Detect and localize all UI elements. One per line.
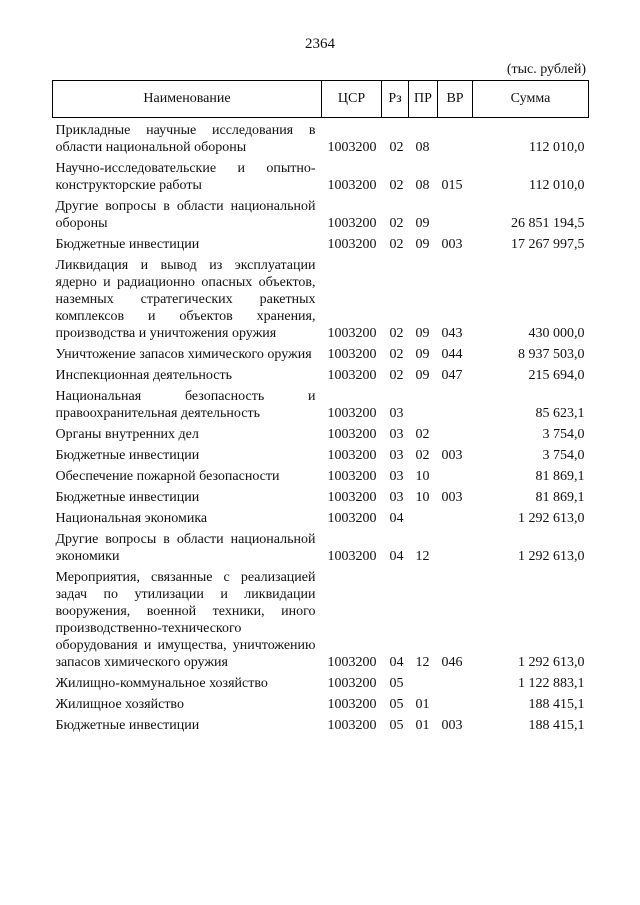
cell-name: Бюджетные инвестиции bbox=[55, 237, 200, 252]
cell-vr: 003 bbox=[441, 490, 463, 505]
cell-csr: 1003200 bbox=[327, 368, 377, 383]
table-row bbox=[53, 422, 589, 443]
header-vr: ВР bbox=[438, 81, 473, 118]
cell-sum: 1 292 613,0 bbox=[518, 549, 585, 564]
cell-rz: 05 bbox=[389, 676, 404, 691]
cell-csr: 1003200 bbox=[327, 676, 377, 691]
cell-vr bbox=[438, 194, 473, 232]
cell-name: Обеспечение пожарной безопасности bbox=[55, 469, 280, 484]
cell-rz: 02 bbox=[389, 347, 404, 362]
cell-vr bbox=[438, 422, 473, 443]
cell-rz: 05 bbox=[389, 697, 404, 712]
cell-name: Другие вопросы в области национальной экономики bbox=[55, 532, 316, 564]
cell-sum: 1 122 883,1 bbox=[518, 676, 585, 691]
cell-sum: 1 292 613,0 bbox=[518, 655, 585, 670]
cell-rz: 04 bbox=[389, 655, 404, 670]
cell-sum: 3 754,0 bbox=[542, 427, 585, 442]
table-row bbox=[53, 118, 589, 157]
table-row bbox=[53, 156, 589, 194]
header-csr: ЦСР bbox=[322, 81, 382, 118]
cell-sum: 215 694,0 bbox=[528, 368, 585, 383]
cell-sum: 430 000,0 bbox=[528, 326, 585, 341]
table-row bbox=[53, 464, 589, 485]
cell-pr: 09 bbox=[415, 237, 430, 252]
table-row bbox=[53, 506, 589, 527]
cell-pr: 12 bbox=[415, 549, 430, 564]
cell-name: Другие вопросы в области национальной обороны bbox=[55, 199, 316, 231]
cell-rz: 03 bbox=[389, 427, 404, 442]
cell-sum: 81 869,1 bbox=[535, 469, 585, 484]
cell-vr: 043 bbox=[441, 326, 463, 341]
table-row bbox=[53, 671, 589, 692]
cell-pr: 01 bbox=[415, 718, 430, 733]
page-number: 2364 bbox=[305, 36, 335, 52]
cell-rz: 02 bbox=[389, 326, 404, 341]
cell-pr: 10 bbox=[415, 490, 430, 505]
table-row bbox=[53, 363, 589, 384]
cell-sum: 1 292 613,0 bbox=[518, 511, 585, 526]
cell-name: Бюджетные инвестиции bbox=[55, 448, 200, 463]
cell-vr bbox=[438, 384, 473, 422]
cell-vr bbox=[438, 118, 473, 157]
table-row bbox=[53, 253, 589, 342]
cell-csr: 1003200 bbox=[327, 549, 377, 564]
cell-pr bbox=[409, 671, 438, 692]
cell-csr: 1003200 bbox=[327, 427, 377, 442]
cell-sum: 81 869,1 bbox=[535, 490, 585, 505]
cell-rz: 02 bbox=[389, 237, 404, 252]
cell-pr: 08 bbox=[415, 140, 430, 155]
cell-pr bbox=[409, 506, 438, 527]
cell-csr: 1003200 bbox=[327, 511, 377, 526]
header-rz: Рз bbox=[382, 81, 409, 118]
cell-rz: 05 bbox=[389, 718, 404, 733]
cell-rz: 04 bbox=[389, 511, 404, 526]
cell-vr: 003 bbox=[441, 448, 463, 463]
cell-csr: 1003200 bbox=[327, 140, 377, 155]
cell-csr: 1003200 bbox=[327, 326, 377, 341]
table-row bbox=[53, 565, 589, 671]
table-row bbox=[53, 692, 589, 713]
cell-name: Мероприятия, связанные с реализацией задач по утилизации и ликвидации вооружения, военной техники, иного производственно-технического оборудования и имущества, уничтожению запасов химического оружия bbox=[55, 570, 316, 670]
cell-pr: 09 bbox=[415, 347, 430, 362]
cell-sum: 17 267 997,5 bbox=[511, 237, 585, 252]
cell-name: Уничтожение запасов химического оружия bbox=[55, 347, 312, 362]
cell-rz: 02 bbox=[389, 216, 404, 231]
cell-name: Прикладные научные исследования в области национальной обороны bbox=[55, 123, 316, 155]
cell-vr: 015 bbox=[441, 178, 463, 193]
cell-vr bbox=[438, 506, 473, 527]
cell-pr: 09 bbox=[415, 326, 430, 341]
cell-name: Ликвидация и вывод из эксплуатации ядерно и радиационно опасных объектов, наземных стратегических ракетных комплексов и объектов хранения, производства и уничтожения оружия bbox=[55, 258, 316, 341]
cell-pr: 02 bbox=[415, 427, 430, 442]
table-row bbox=[53, 485, 589, 506]
cell-sum: 8 937 503,0 bbox=[518, 347, 585, 362]
cell-vr: 003 bbox=[441, 237, 463, 252]
cell-vr bbox=[438, 464, 473, 485]
cell-pr: 12 bbox=[415, 655, 430, 670]
cell-rz: 03 bbox=[389, 469, 404, 484]
cell-csr: 1003200 bbox=[327, 237, 377, 252]
table-row bbox=[53, 194, 589, 232]
cell-name: Национальная экономика bbox=[55, 511, 208, 526]
cell-rz: 03 bbox=[389, 406, 404, 421]
cell-vr: 044 bbox=[441, 347, 463, 362]
cell-pr bbox=[409, 384, 438, 422]
table-row bbox=[53, 443, 589, 464]
table-row bbox=[53, 527, 589, 565]
cell-vr: 046 bbox=[441, 655, 463, 670]
cell-vr bbox=[438, 692, 473, 713]
cell-name: Бюджетные инвестиции bbox=[55, 718, 200, 733]
cell-csr: 1003200 bbox=[327, 406, 377, 421]
cell-vr bbox=[438, 671, 473, 692]
cell-pr: 02 bbox=[415, 448, 430, 463]
cell-sum: 3 754,0 bbox=[542, 448, 585, 463]
units-label: (тыс. рублей) bbox=[506, 62, 586, 77]
cell-rz: 04 bbox=[389, 549, 404, 564]
cell-name: Жилищное хозяйство bbox=[55, 697, 184, 712]
cell-sum: 26 851 194,5 bbox=[511, 216, 585, 231]
cell-vr: 047 bbox=[441, 368, 463, 383]
table-row bbox=[53, 232, 589, 253]
cell-csr: 1003200 bbox=[327, 178, 377, 193]
cell-rz: 02 bbox=[389, 178, 404, 193]
cell-vr: 003 bbox=[441, 718, 463, 733]
cell-sum: 188 415,1 bbox=[528, 718, 585, 733]
budget-table bbox=[52, 80, 589, 734]
cell-vr bbox=[438, 527, 473, 565]
cell-sum: 85 623,1 bbox=[535, 406, 585, 421]
cell-name: Научно-исследовательские и опытно-конструкторские работы bbox=[55, 161, 316, 193]
cell-rz: 02 bbox=[389, 368, 404, 383]
header-pr: ПР bbox=[409, 81, 438, 118]
cell-rz: 02 bbox=[389, 140, 404, 155]
cell-name: Бюджетные инвестиции bbox=[55, 490, 200, 505]
cell-sum: 112 010,0 bbox=[529, 178, 585, 193]
cell-rz: 03 bbox=[389, 490, 404, 505]
cell-csr: 1003200 bbox=[327, 216, 377, 231]
table-row bbox=[53, 342, 589, 363]
cell-csr: 1003200 bbox=[327, 655, 377, 670]
cell-csr: 1003200 bbox=[327, 718, 377, 733]
header-sum: Сумма bbox=[473, 81, 589, 118]
cell-sum: 112 010,0 bbox=[529, 140, 585, 155]
cell-csr: 1003200 bbox=[327, 347, 377, 362]
table-row bbox=[53, 384, 589, 422]
cell-pr: 09 bbox=[415, 368, 430, 383]
table-row bbox=[53, 713, 589, 734]
cell-csr: 1003200 bbox=[327, 490, 377, 505]
table-header-row bbox=[53, 81, 589, 118]
cell-csr: 1003200 bbox=[327, 697, 377, 712]
cell-sum: 188 415,1 bbox=[528, 697, 585, 712]
cell-csr: 1003200 bbox=[327, 448, 377, 463]
cell-pr: 10 bbox=[415, 469, 430, 484]
cell-name: Инспекционная деятельность bbox=[55, 368, 232, 383]
cell-pr: 01 bbox=[415, 697, 430, 712]
cell-csr: 1003200 bbox=[327, 469, 377, 484]
cell-name: Органы внутренних дел bbox=[55, 427, 199, 442]
cell-pr: 08 bbox=[415, 178, 430, 193]
cell-name: Жилищно-коммунальное хозяйство bbox=[55, 676, 268, 691]
cell-name: Национальная безопасность и правоохранительная деятельность bbox=[55, 389, 316, 421]
cell-rz: 03 bbox=[389, 448, 404, 463]
header-name: Наименование bbox=[53, 81, 322, 118]
cell-pr: 09 bbox=[415, 216, 430, 231]
